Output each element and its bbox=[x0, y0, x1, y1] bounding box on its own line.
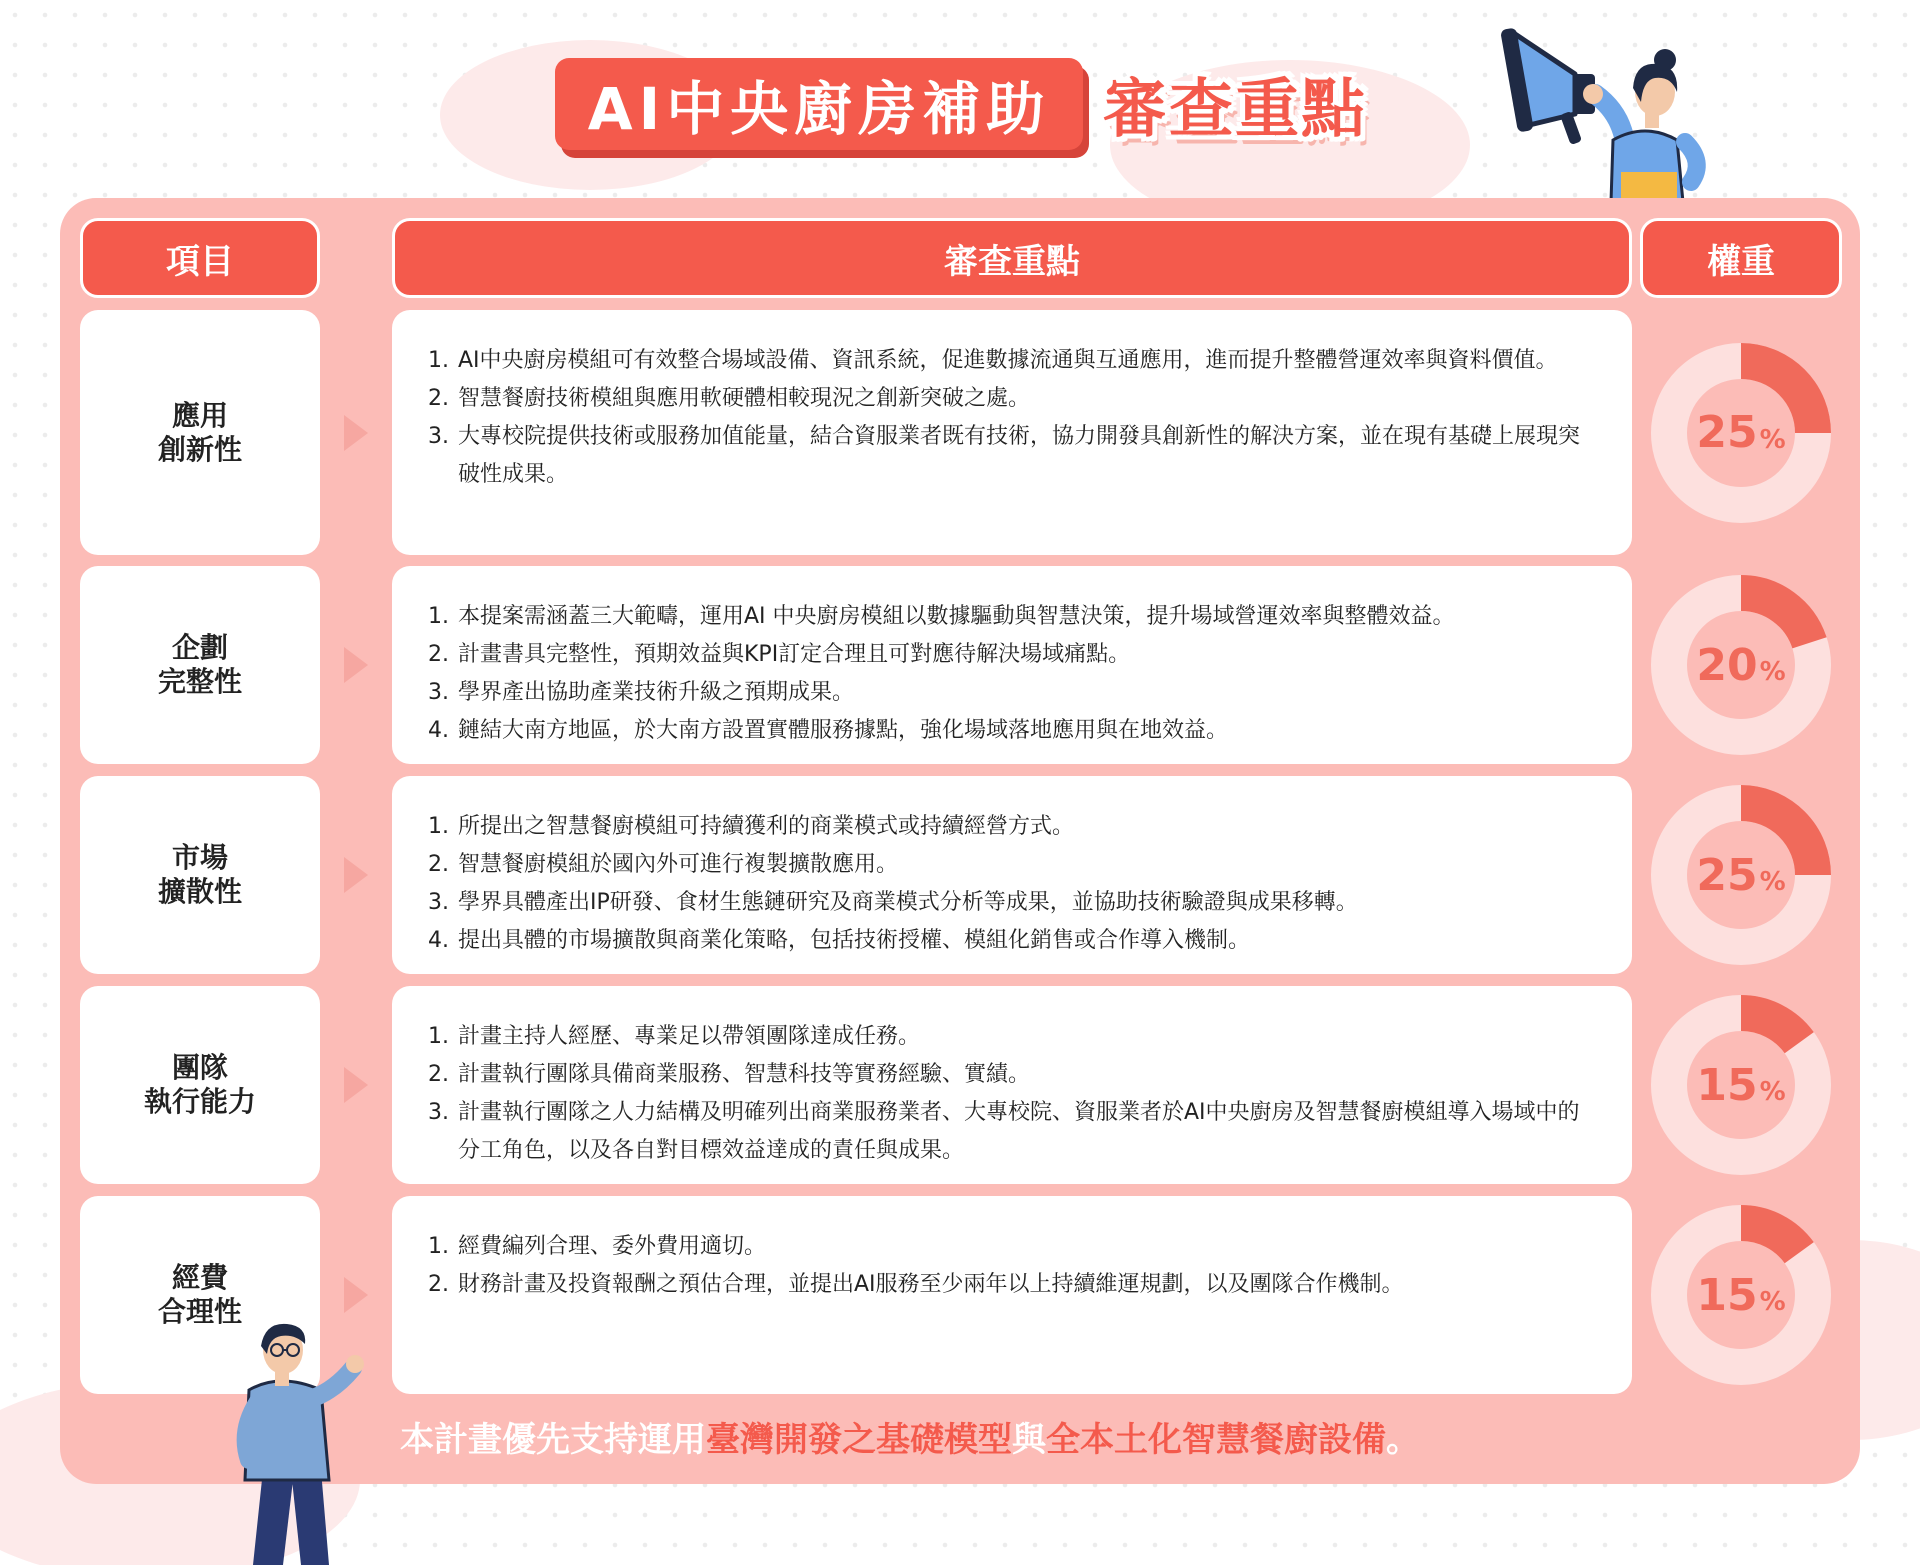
category-label-line2: 完整性 bbox=[157, 665, 242, 698]
weight-unit: % bbox=[1759, 1287, 1786, 1317]
weight-donut bbox=[1651, 343, 1831, 523]
weight-value: 15 bbox=[1696, 1059, 1758, 1111]
weight-donut bbox=[1651, 995, 1831, 1175]
criteria-point: 1. 經費編列合理、委外費用適切。 bbox=[428, 1234, 767, 1259]
category-label-line1: 團隊 bbox=[171, 1051, 228, 1084]
footer-note bbox=[400, 1412, 1600, 1462]
criteria-point-text: 所提出之智慧餐廚模組可持續獲利的商業模式或持續經營方式。 bbox=[458, 814, 1075, 839]
pointing-man-illustration bbox=[225, 1320, 375, 1565]
criteria-point: 1. AI中央廚房模組可有效整合場域設備、資訊系統，促進數據流通與互通應用，進而提升整體營運效率與資料價值。 bbox=[428, 348, 1558, 373]
row-arrow-icon bbox=[344, 415, 368, 451]
criteria-point: 1. 計畫主持人經歷、專業足以帶領團隊達成任務。 bbox=[428, 1024, 921, 1049]
weight-unit: % bbox=[1759, 867, 1786, 897]
category-card bbox=[80, 566, 320, 764]
criteria-point-text: 計畫執行團隊之人力結構及明確列出商業服務業者、大專校院、資服業者於AI中央廚房及智慧餐廚模組導入場域中的分工角色，以及各自對目標效益達成的責任與成果。 bbox=[458, 1100, 1580, 1163]
category-card bbox=[80, 986, 320, 1184]
category-card bbox=[80, 310, 320, 555]
criteria-list bbox=[428, 1018, 1588, 1170]
weight-unit: % bbox=[1759, 424, 1786, 455]
weight-donut bbox=[1651, 1205, 1831, 1385]
criteria-point: 2. 智慧餐廚技術模組與應用軟硬體相較現況之創新突破之處。 bbox=[428, 386, 1031, 411]
weight-percentage bbox=[1651, 343, 1831, 523]
criteria-point-text: 計畫主持人經歷、專業足以帶領團隊達成任務。 bbox=[458, 1024, 921, 1049]
criteria-list bbox=[428, 808, 1588, 960]
criteria-list bbox=[428, 598, 1588, 750]
category-label-line2: 擴散性 bbox=[157, 875, 242, 908]
criteria-point-text: 提出具體的市場擴散與商業化策略，包括技術授權、模組化銷售或合作導入機制。 bbox=[458, 928, 1251, 953]
row-arrow-icon bbox=[344, 857, 368, 893]
category-label-line1: 企劃 bbox=[171, 631, 228, 664]
title-banner bbox=[555, 58, 1375, 150]
category-label-line1: 應用 bbox=[171, 398, 228, 432]
weight-unit: % bbox=[1759, 1077, 1786, 1107]
criteria-point-text: 鏈結大南方地區，於大南方設置實體服務據點，強化場域落地應用與在地效益。 bbox=[458, 718, 1229, 743]
criteria-point: 3. 大專校院提供技術或服務加值能量，結合資服業者既有技術，協力開發具創新性的解決方案，並在現有基礎上展現突破性成果。 bbox=[428, 424, 1581, 487]
footer-highlight-model: 臺灣開發之基礎模型 bbox=[706, 1420, 1012, 1460]
criteria-point: 1. 本提案需涵蓋三大範疇，運用AI 中央廚房模組以數據驅動與智慧決策，提升場域營運效率與整體效益。 bbox=[428, 604, 1455, 629]
criteria-point: 2. 計畫執行團隊具備商業服務、智慧科技等實務經驗、實績。 bbox=[428, 1062, 1031, 1087]
criteria-point-text: 大專校院提供技術或服務加值能量，結合資服業者既有技術，協力開發具創新性的解決方案，並在現有基礎上展現突破性成果。 bbox=[458, 424, 1581, 487]
category-label-line1: 市場 bbox=[171, 841, 228, 874]
weight-percentage bbox=[1651, 1205, 1831, 1385]
criteria-content-card bbox=[392, 1196, 1632, 1394]
criteria-point-text: 計畫書具完整性，預期效益與KPI訂定合理且可對應待解決場域痛點。 bbox=[458, 642, 1131, 667]
criteria-point-text: 財務計畫及投資報酬之預估合理，並提出AI服務至少兩年以上持續維運規劃，以及團隊合作機制。 bbox=[458, 1272, 1404, 1297]
row-arrow-icon bbox=[344, 1067, 368, 1103]
category-card bbox=[80, 776, 320, 974]
criteria-content-card bbox=[392, 986, 1632, 1184]
criteria-point: 4. 提出具體的市場擴散與商業化策略，包括技術授權、模組化銷售或合作導入機制。 bbox=[428, 928, 1251, 953]
weight-value: 20 bbox=[1696, 639, 1758, 691]
weight-donut bbox=[1651, 575, 1831, 755]
criteria-point-text: AI中央廚房模組可有效整合場域設備、資訊系統，促進數據流通與互通應用，進而提升整體營運效率與資料價值。 bbox=[458, 348, 1558, 373]
row-arrow-icon bbox=[344, 1277, 368, 1313]
header-item: 項目 bbox=[80, 218, 320, 298]
footer-text: 。 bbox=[1386, 1420, 1420, 1460]
criteria-point: 2. 財務計畫及投資報酬之預估合理，並提出AI服務至少兩年以上持續維運規劃，以及團隊合作機制。 bbox=[428, 1272, 1404, 1297]
header-focus: 審查重點 bbox=[392, 218, 1632, 298]
footer-highlight-equipment: 全本土化智慧餐廚設備 bbox=[1046, 1420, 1386, 1460]
footer-text: 與 bbox=[1012, 1420, 1046, 1460]
criteria-point: 1. 所提出之智慧餐廚模組可持續獲利的商業模式或持續經營方式。 bbox=[428, 814, 1075, 839]
criteria-point: 2. 智慧餐廚模組於國內外可進行複製擴散應用。 bbox=[428, 852, 899, 877]
weight-unit: % bbox=[1759, 657, 1786, 687]
weight-value: 25 bbox=[1696, 849, 1758, 901]
criteria-point-text: 本提案需涵蓋三大範疇，運用AI 中央廚房模組以數據驅動與智慧決策，提升場域營運效率與整體效益。 bbox=[458, 604, 1455, 629]
page-title-accent: 審查重點 bbox=[1103, 73, 1367, 147]
criteria-content-card bbox=[392, 310, 1632, 555]
criteria-point: 2. 計畫書具完整性，預期效益與KPI訂定合理且可對應待解決場域痛點。 bbox=[428, 642, 1131, 667]
criteria-point-text: 智慧餐廚技術模組與應用軟硬體相較現況之創新突破之處。 bbox=[458, 386, 1031, 411]
criteria-point: 3. 計畫執行團隊之人力結構及明確列出商業服務業者、大專校院、資服業者於AI中央廚房及智慧餐廚模組導入場域中的分工角色，以及各自對目標效益達成的責任與成果。 bbox=[428, 1100, 1580, 1163]
header-weight: 權重 bbox=[1640, 218, 1842, 298]
weight-value: 25 bbox=[1696, 407, 1758, 458]
weight-percentage bbox=[1651, 995, 1831, 1175]
weight-donut bbox=[1651, 785, 1831, 965]
megaphone-woman-illustration bbox=[1495, 22, 1725, 202]
weight-percentage bbox=[1651, 575, 1831, 755]
weight-percentage bbox=[1651, 785, 1831, 965]
category-label-line2: 創新性 bbox=[157, 432, 242, 466]
category-label-line1: 經費 bbox=[171, 1261, 228, 1294]
weight-value: 15 bbox=[1696, 1269, 1758, 1321]
category-label-line2: 執行能力 bbox=[143, 1085, 256, 1118]
criteria-point-text: 學界具體產出IP研發、食材生態鏈研究及商業模式分析等成果，並協助技術驗證與成果移轉。 bbox=[458, 890, 1358, 915]
criteria-point: 3. 學界具體產出IP研發、食材生態鏈研究及商業模式分析等成果，並協助技術驗證與成果移轉。 bbox=[428, 890, 1358, 915]
criteria-content-card bbox=[392, 566, 1632, 764]
criteria-content-card bbox=[392, 776, 1632, 974]
criteria-point-text: 計畫執行團隊具備商業服務、智慧科技等實務經驗、實績。 bbox=[458, 1062, 1031, 1087]
criteria-point: 3. 學界產出協助產業技術升級之預期成果。 bbox=[428, 680, 855, 705]
criteria-point-text: 經費編列合理、委外費用適切。 bbox=[458, 1234, 767, 1259]
row-arrow-icon bbox=[344, 647, 368, 683]
criteria-list bbox=[428, 342, 1588, 494]
category-label-line2: 合理性 bbox=[157, 1295, 242, 1328]
page-title: AI中央廚房補助 bbox=[555, 58, 1083, 150]
criteria-point-text: 學界產出協助產業技術升級之預期成果。 bbox=[458, 680, 855, 705]
criteria-point: 4. 鏈結大南方地區，於大南方設置實體服務據點，強化場域落地應用與在地效益。 bbox=[428, 718, 1229, 743]
criteria-point-text: 智慧餐廚模組於國內外可進行複製擴散應用。 bbox=[458, 852, 899, 877]
criteria-list bbox=[428, 1228, 1588, 1304]
footer-text: 本計畫優先支持運用 bbox=[400, 1420, 706, 1460]
